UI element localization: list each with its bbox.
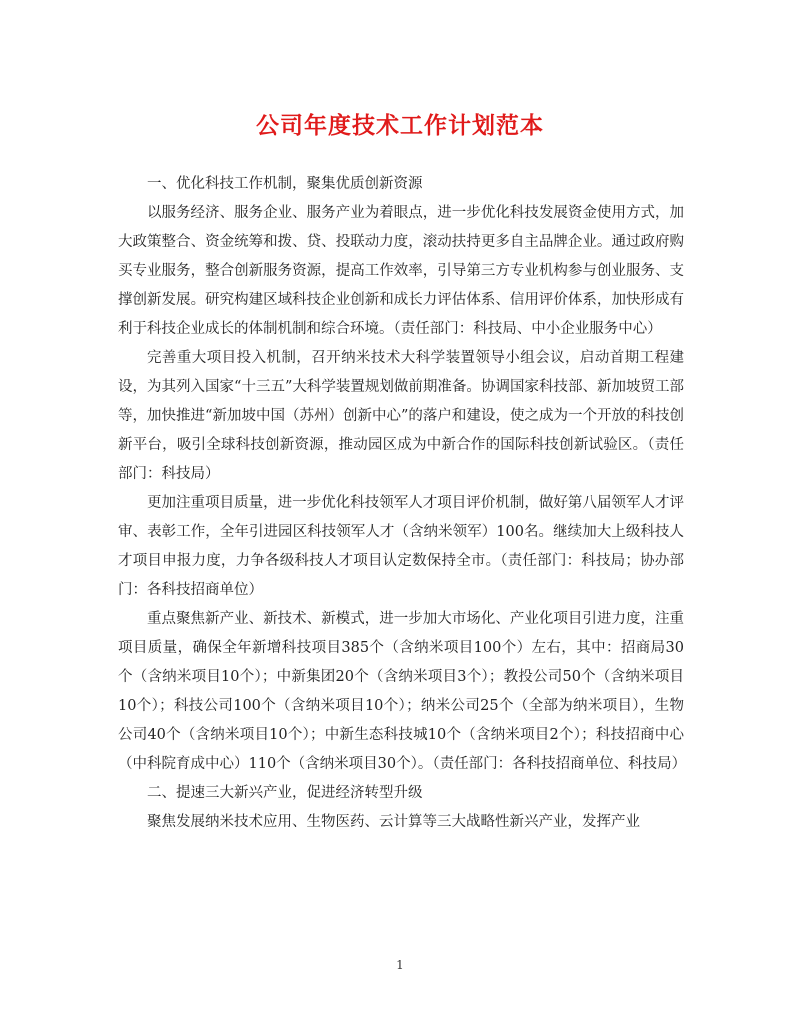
paragraph: 完善重大项目投入机制，召开纳米技术大科学装置领导小组会议，启动首期工程建设，为其列入国家“十三五”大科学装置规划做前期准备。协调国家科技部、新加坡贸工部等，加快推进“新加坡中国（苏州）创新中心”的落户和建设，使之成为一个开放的科技创新平台，吸引全球科技创新资源，推动园区成为中新合作的国际科技创新试验区。（责任部门：科技局）: [118, 350, 684, 482]
document-title: 公司年度技术工作计划范本: [256, 112, 544, 139]
section-heading-1: 一、优化科技工作机制，聚集优质创新资源: [147, 176, 423, 192]
paragraph: 以服务经济、服务企业、服务产业为着眼点，进一步优化科技发展资金使用方式，加大政策整合、资金统筹和拨、贷、投联动力度，滚动扶持更多自主品牌企业。通过政府购买专业服务，整合创新服务资源，提高工作效率，引导第三方专业机构参与创业服务、支撑创新发展。研究构建区域科技企业创新和成长力评估体系、信用评价体系，加快形成有利于科技企业成长的体制机制和综合环境。（责任部门：科技局、中小企业服务中心）: [118, 205, 684, 337]
document-body: [118, 170, 687, 837]
page-number: 1: [396, 958, 404, 972]
paragraph: 重点聚焦新产业、新技术、新模式，进一步加大市场化、产业化项目引进力度，注重项目质量，确保全年新增科技项目385个（含纳米项目100个）左右，其中：招商局30个（含纳米项目10个）；中新集团20个（含纳米项目3个）；教投公司50个（含纳米项目10个）；科技公司100个（含纳米项目10个）；纳米公司25个（全部为纳米项目），生物公司40个（含纳米项目10个）；中新生态科技城10个（含纳米项目2个）；科技招商中心（中科院育成中心）110个（含纳米项目30个）。（责任部门：各科技招商单位、科技局）: [118, 611, 687, 772]
section-heading-2: 二、提速三大新兴产业，促进经济转型升级: [147, 785, 423, 801]
paragraph: 更加注重项目质量，进一步优化科技领军人才项目评价机制，做好第八届领军人才评审、表彰工作，全年引进园区科技领军人才（含纳米领军）100名。继续加大上级科技人才项目申报力度，力争各级科技人才项目认定数保持全市。（责任部门：科技局；协办部门：各科技招商单位）: [118, 495, 684, 598]
paragraph: 聚焦发展纳米技术应用、生物医药、云计算等三大战略性新兴产业，发挥产业: [147, 814, 640, 830]
